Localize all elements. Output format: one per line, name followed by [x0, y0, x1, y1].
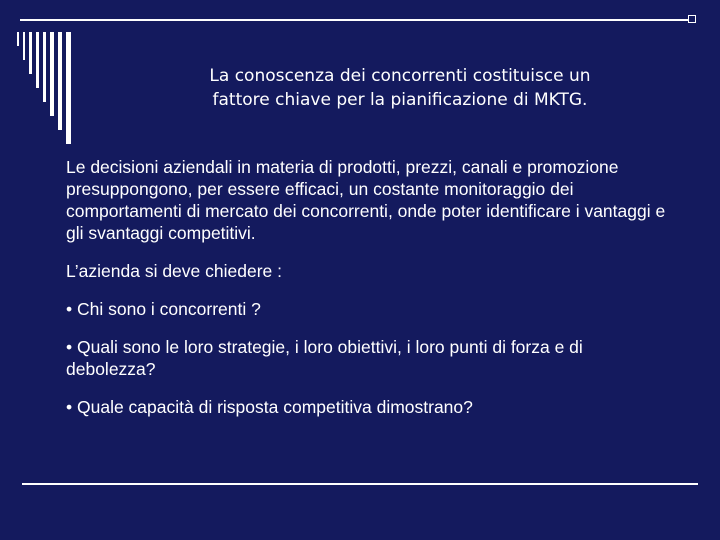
bullet-item: • Quali sono le loro strategie, i loro obiettivi, i loro punti di forza e di debolezza?: [66, 337, 583, 379]
slide-title: [150, 64, 650, 112]
top-divider-endcap: [688, 15, 696, 23]
decor-bar: [43, 32, 46, 102]
bottom-divider-line: [22, 483, 698, 485]
decor-bar: [66, 32, 71, 144]
slide-title-line-2: fattore chiave per la pianificazione di MKTG.: [212, 90, 588, 110]
top-divider-line: [20, 19, 696, 21]
bullet-item: • Chi sono i concorrenti ?: [66, 299, 261, 319]
slide-title-line-1: La conoscenza dei concorrenti costituisce un: [209, 66, 591, 86]
decor-bar: [17, 32, 19, 46]
decor-bar: [29, 32, 32, 74]
decor-bar: [23, 32, 25, 60]
question-intro: L’azienda si deve chiedere :: [66, 261, 282, 281]
decor-bar: [36, 32, 39, 88]
slide-body: [66, 156, 666, 434]
decor-bar: [58, 32, 62, 130]
body-paragraph: Le decisioni aziendali in materia di prodotti, prezzi, canali e promozione presuppongono, per essere efficaci, un costante monitoraggio dei comportamenti di mercato dei concorrenti, onde poter identificare i vantaggi e gli svantaggi competitivi.: [66, 157, 666, 243]
bullet-item: • Quale capacità di risposta competitiva dimostrano?: [66, 397, 473, 417]
decor-bar: [50, 32, 54, 116]
